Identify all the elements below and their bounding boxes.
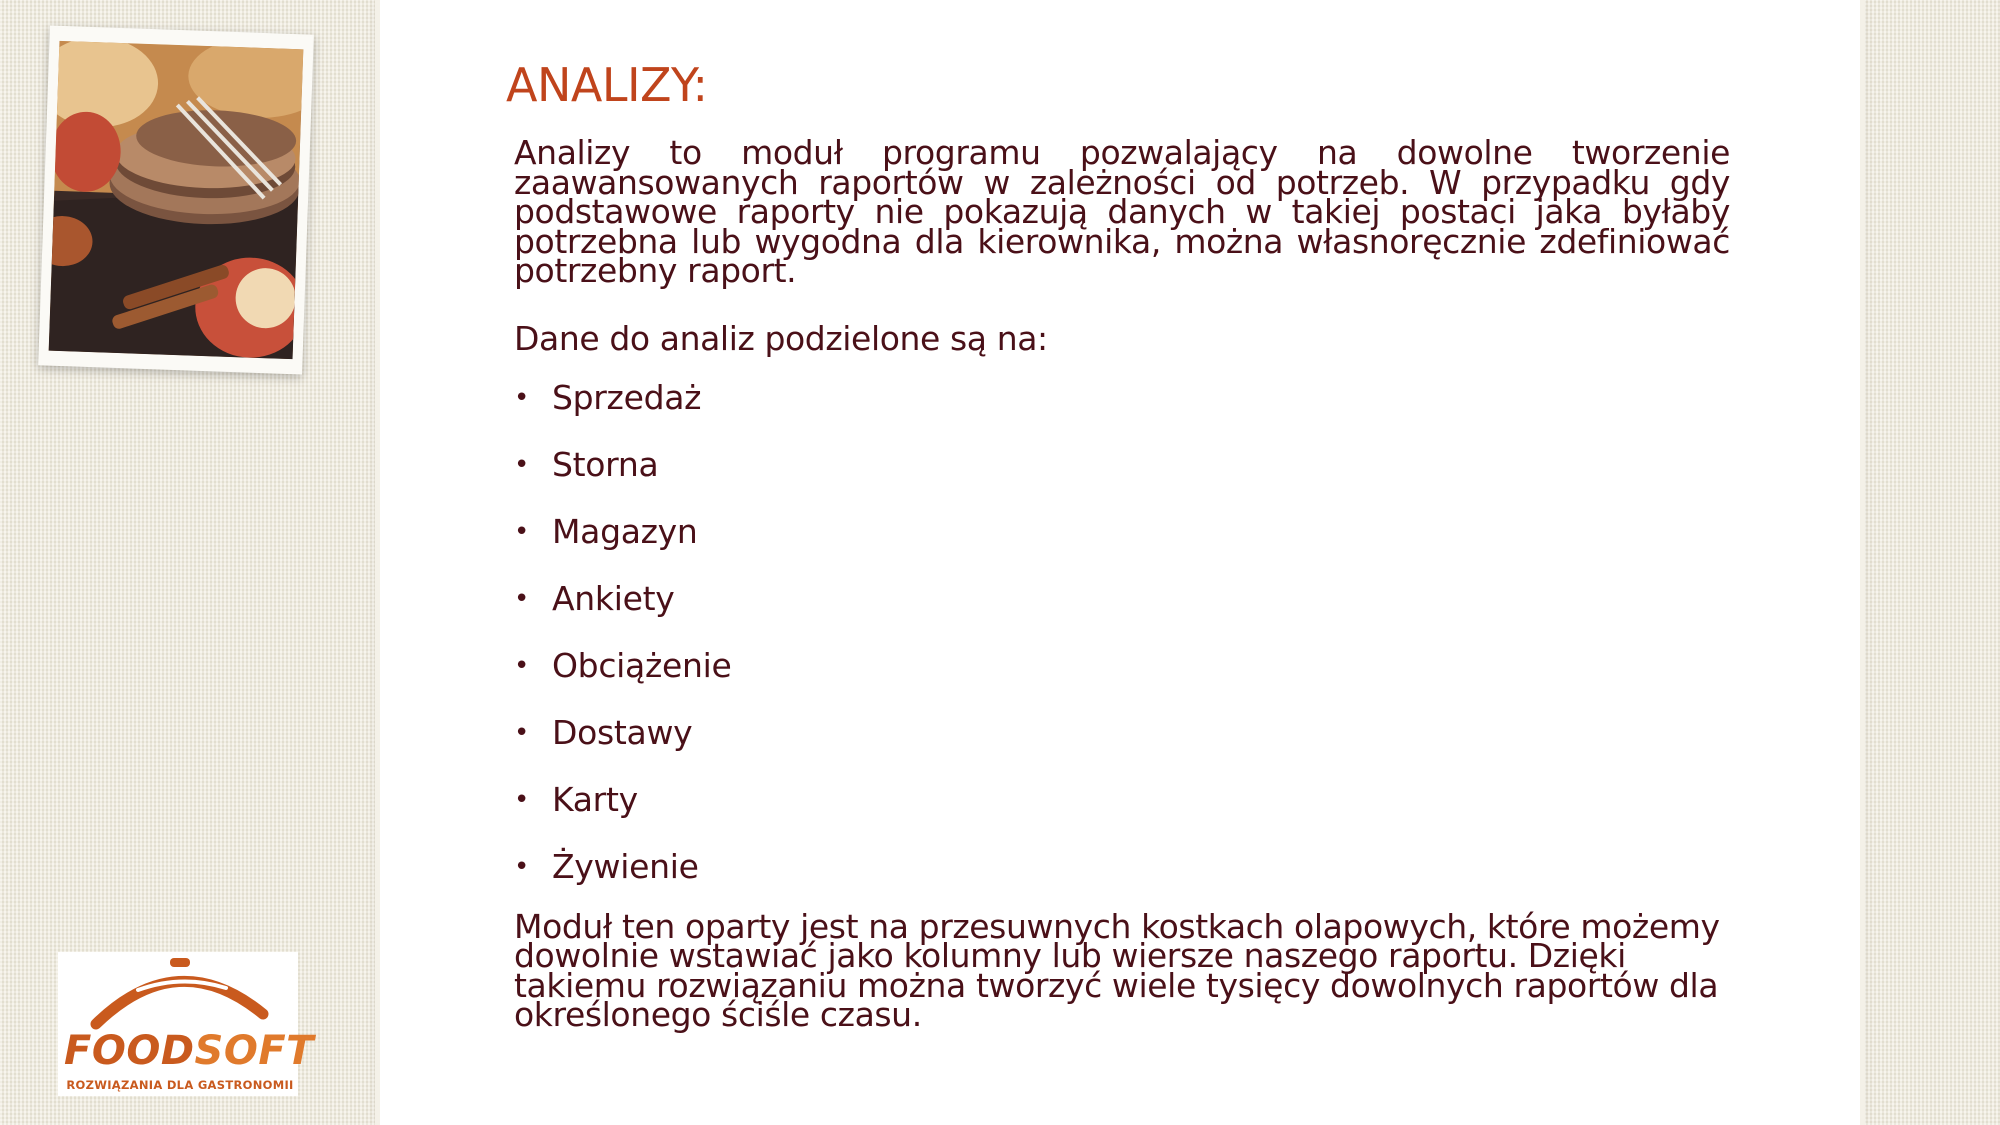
bullet-icon: •: [514, 516, 530, 547]
list-item-label: Karty: [552, 779, 638, 819]
foodsoft-logo: [58, 952, 314, 1096]
logo-tagline: ROZWIĄZANIA DLA GASTRONOMII: [66, 1078, 294, 1092]
cloche-icon: [58, 952, 298, 1032]
list-item-label: Obciążenie: [552, 645, 732, 685]
list-item: [514, 444, 1730, 514]
bullet-icon: •: [514, 650, 530, 681]
bullet-icon: •: [514, 382, 530, 413]
list-item-label: Ankiety: [552, 578, 675, 618]
list-item: [514, 712, 1730, 782]
list-item-label: Sprzedaż: [552, 377, 702, 417]
bullet-icon: •: [514, 851, 530, 882]
bullet-icon: •: [514, 583, 530, 614]
logo-wordmark: [64, 1028, 314, 1074]
bullet-icon: •: [514, 784, 530, 815]
list-item: [514, 779, 1730, 849]
list-item-label: Magazyn: [552, 511, 698, 551]
list-item: [514, 511, 1730, 581]
list-item: [514, 377, 1730, 447]
list-item-label: Storna: [552, 444, 659, 484]
logo-word-soft: SOFT: [194, 1028, 314, 1074]
food-photo: [49, 41, 304, 359]
logo-word-food: FOOD: [64, 1028, 195, 1074]
slide-title: ANALIZY:: [506, 58, 708, 112]
bullet-icon: •: [514, 449, 530, 480]
list-heading: Dane do analiz podzielone są na:: [514, 318, 1048, 358]
data-categories-list: [514, 377, 1730, 916]
list-item-label: Żywienie: [552, 846, 699, 886]
food-photo-illustration: [49, 41, 304, 359]
slide-content: [514, 133, 1730, 1034]
list-item: [514, 578, 1730, 648]
decorative-photo-frame: [38, 25, 314, 374]
closing-paragraph: Moduł ten oparty jest na przesuwnych kostkach olapowych, które możemy dowolnie wstawiać jako kolumny lub wiersze naszego raportu. Dzięki takiemu rozwiązaniu można tworzyć wiele tysięcy dowolnych raportów dla określonego ściśle czasu.: [514, 906, 1720, 1034]
list-item: [514, 645, 1730, 715]
list-item: [514, 846, 1730, 916]
bullet-icon: •: [514, 717, 530, 748]
intro-paragraph: Analizy to moduł programu pozwalający na dowolne tworzenie zaawansowanych raportów w zależności od potrzeb. W przypadku gdy podstawowe raporty nie pokazują danych w takiej postaci jaka byłaby potrzebna lub wygodna dla kierownika, można własnoręcznie zdefiniować potrzebny raport.: [514, 133, 1730, 290]
list-item-label: Dostawy: [552, 712, 693, 752]
